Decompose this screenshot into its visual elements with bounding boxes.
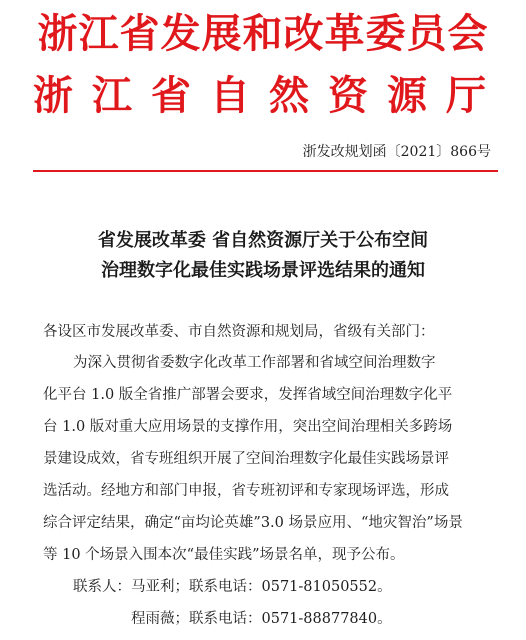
- document-title-line-1: 省发展改革委 省自然资源厅关于公布空间: [97, 230, 429, 251]
- body-paragraph-line: 选活动。经地方和部门申报，省专班初评和专家现场评选，形成: [43, 483, 449, 499]
- contact-line-2: 程雨薇；联系电话：0571-88877840。: [131, 611, 392, 627]
- body-paragraph-line: 综合评定结果，确定“亩均论英雄”3.0 场景应用、“地灾智治”场景: [43, 515, 463, 531]
- body-paragraph-line: 景建设成效，省专班组织开展了空间治理数字化最佳实践场景评: [43, 451, 449, 467]
- document-number: 浙发改规划函〔2021〕866号: [302, 144, 491, 160]
- document-title-line-2: 治理数字化最佳实践场景评选结果的通知: [101, 260, 425, 281]
- contact-line-1: 联系人：马亚利；联系电话：0571-81050552。: [73, 579, 392, 595]
- body-paragraph-line: 化平台 1.0 版全省推广部署会要求，发挥省域空间治理数字化平: [43, 387, 453, 403]
- issuer-name-1: 浙江省发展和改革委员会: [37, 10, 489, 57]
- body-paragraph-line: 等 10 个场景入围本次“最佳实践”场景名单，现予公布。: [43, 547, 405, 563]
- body-paragraph-line: 台 1.0 版对重大应用场景的支撑作用，突出空间治理相关多跨场: [43, 419, 453, 435]
- red-divider-line: [33, 170, 498, 172]
- salutation: 各设区市发展改革委、市自然资源和规划局，省级有关部门：: [43, 324, 435, 340]
- body-paragraph-line: 为深入贯彻省委数字化改革工作部署和省域空间治理数字: [73, 355, 436, 371]
- issuer-name-2: 浙江省自然资源厅: [33, 72, 505, 119]
